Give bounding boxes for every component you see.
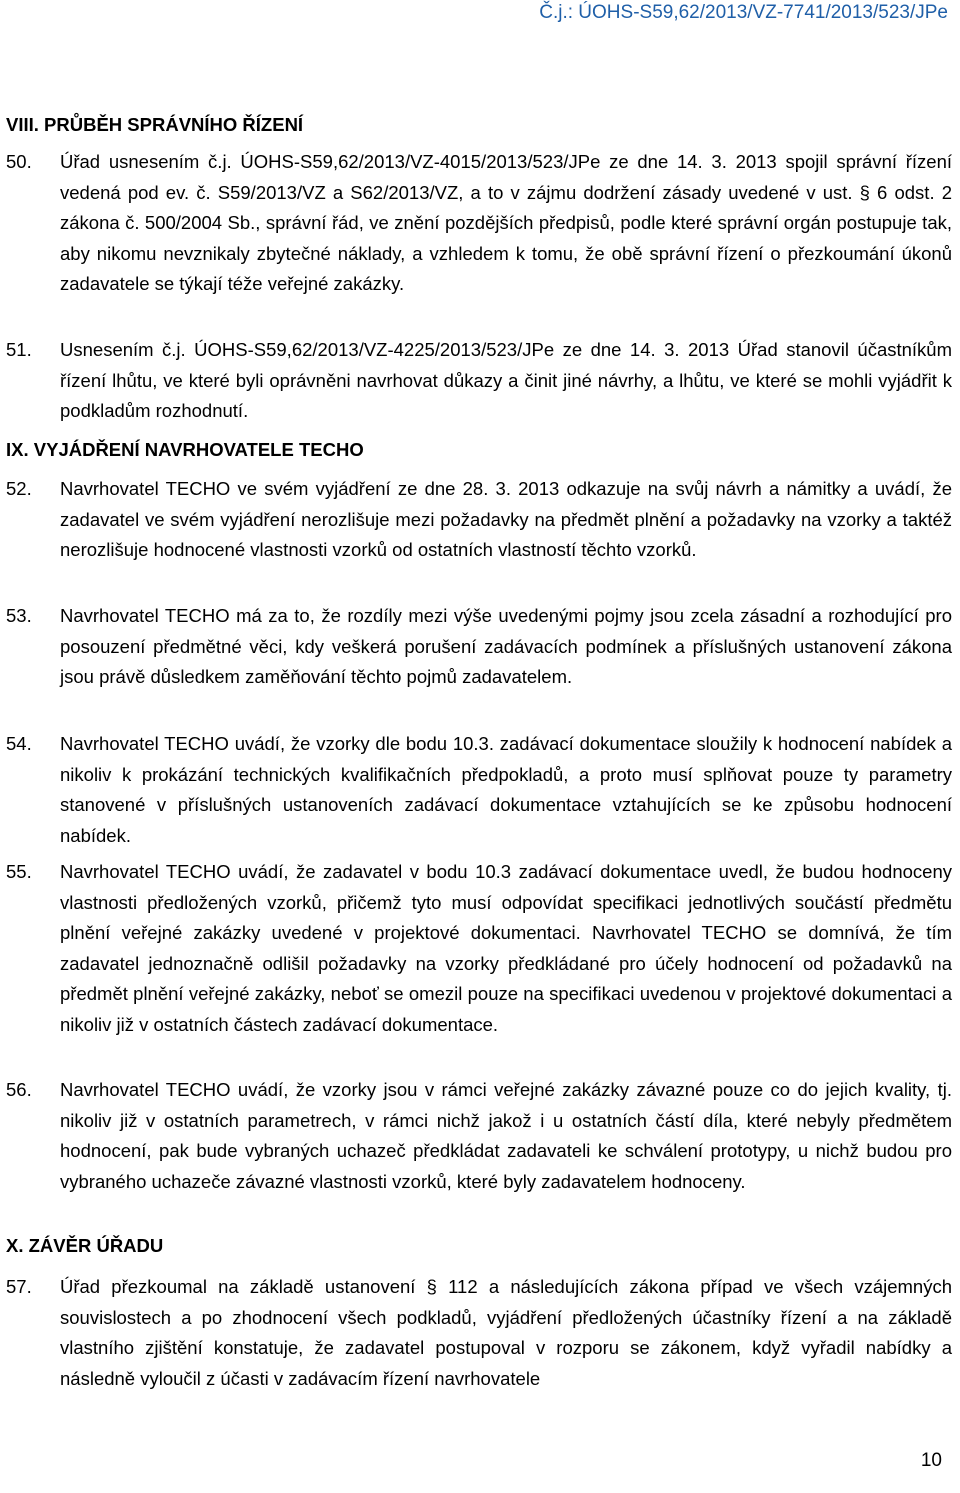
paragraph-50 xyxy=(6,147,952,300)
paragraph-51 xyxy=(6,335,952,427)
paragraph-text: Navrhovatel TECHO uvádí, že zadavatel v bodu 10.3 zadávací dokumentace uvedl, že budou hodnoceny vlastnosti předložených vzorků, přičemž tyto musí odpovídat specifikaci jednotlivých součástí předmětu plnění veřejné zakázky uvedené v projektové dokumentaci. Navrhovatel TECHO se domnívá, že tím zadavatel jednoznačně odlišil požadavky na vzorky předkládané pro účely hodnocení od požadavků na předmět plnění veřejné zakázky, neboť se omezil pouze na specifikaci uvedenou v projektové dokumentaci a nikoliv již v ostatních částech zadávací dokumentace. xyxy=(60,861,952,1035)
paragraph-55 xyxy=(6,857,952,1040)
paragraph-number: 57. xyxy=(6,1276,32,1297)
document-reference: Č.j.: ÚOHS-S59,62/2013/VZ-7741/2013/523/JPe xyxy=(539,2,948,23)
paragraph-number: 55. xyxy=(6,861,32,882)
paragraph-56 xyxy=(6,1075,952,1197)
section-heading-x: X. ZÁVĚR ÚŘADU xyxy=(6,1235,164,1256)
paragraph-57 xyxy=(6,1272,952,1394)
paragraph-text: Úřad usnesením č.j. ÚOHS-S59,62/2013/VZ-4015/2013/523/JPe ze dne 14. 3. 2013 spojil správní řízení vedená pod ev. č. S59/2013/VZ a S62/2013/VZ, a to v zájmu dodržení zásady uvedené v ust. § 6 odst. 2 zákona č. 500/2004 Sb., správní řád, ve znění pozdějších předpisů, podle které správní orgán postupuje tak, aby nikomu nevznikaly zbytečné náklady, a vzhledem k tomu, že obě správní řízení o přezkoumání úkonů zadavatele se týkají téže veřejné zakázky. xyxy=(60,151,952,294)
paragraph-number: 53. xyxy=(6,605,32,626)
paragraph-number: 50. xyxy=(6,151,32,172)
paragraph-number: 54. xyxy=(6,733,32,754)
paragraph-text: Úřad přezkoumal na základě ustanovení § 112 a následujících zákona případ ve všech vzájemných souvislostech a po zhodnocení všech podkladů, vyjádření předložených účastníky řízení a na základě vlastního zjištění konstatuje, že zadavatel postupoval v rozporu se zákonem, když vyřadil nabídky a následně vyloučil z účasti v zadávacím řízení navrhovatele xyxy=(60,1276,952,1389)
paragraph-text: Usnesením č.j. ÚOHS-S59,62/2013/VZ-4225/2013/523/JPe ze dne 14. 3. 2013 Úřad stanovil účastníkům řízení lhůtu, ve které byli oprávněni navrhovat důkazy a činit jiné návrhy, a lhůtu, ve které se mohli vyjádřit k podkladům rozhodnutí. xyxy=(60,339,952,421)
paragraph-text: Navrhovatel TECHO uvádí, že vzorky dle bodu 10.3. zadávací dokumentace sloužily k hodnocení nabídek a nikoliv k prokázání technických kvalifikačních předpokladů, a proto musí splňovat pouze ty parametry stanovené v příslušných ustanoveních zadávací dokumentace vztahujících se ke způsobu hodnocení nabídek. xyxy=(60,733,952,846)
paragraph-54 xyxy=(6,729,952,851)
section-heading-ix: IX. VYJÁDŘENÍ NAVRHOVATELE TECHO xyxy=(6,439,364,460)
paragraph-text: Navrhovatel TECHO uvádí, že vzorky jsou v rámci veřejné zakázky závazné pouze co do jejich kvality, tj. nikoliv již v ostatních parametrech, v rámci nichž jakož i u ostatních částí díla, které nebyly předmětem hodnocení, pak bude vybraných uchazeč předkládat zadavateli ke schválení prototypy, u nichž budou pro vybraného uchazeče závazné vlastnosti vzorků, které byly zadavatelem hodnoceny. xyxy=(60,1079,952,1192)
paragraph-53 xyxy=(6,601,952,693)
paragraph-number: 56. xyxy=(6,1079,32,1100)
paragraph-number: 52. xyxy=(6,478,32,499)
page-number: 10 xyxy=(920,1450,942,1471)
paragraph-52 xyxy=(6,474,952,566)
paragraph-text: Navrhovatel TECHO ve svém vyjádření ze dne 28. 3. 2013 odkazuje na svůj návrh a námitky a uvádí, že zadavatel ve svém vyjádření nerozlišuje mezi požadavky na předmět plnění a požadavky na vzorky a taktéž nerozlišuje hodnocené vlastnosti vzorků od ostatních vlastností těchto vzorků. xyxy=(60,478,952,560)
paragraph-text: Navrhovatel TECHO má za to, že rozdíly mezi výše uvedenými pojmy jsou zcela zásadní a rozhodující pro posouzení předmětné věci, kdy veškerá porušení zadávacích podmínek a příslušných ustanovení zákona jsou právě důsledkem zaměňování těchto pojmů zadavatelem. xyxy=(60,605,952,687)
section-heading-viii: VIII. PRŮBĚH SPRÁVNÍHO ŘÍZENÍ xyxy=(6,114,304,135)
paragraph-number: 51. xyxy=(6,339,32,360)
